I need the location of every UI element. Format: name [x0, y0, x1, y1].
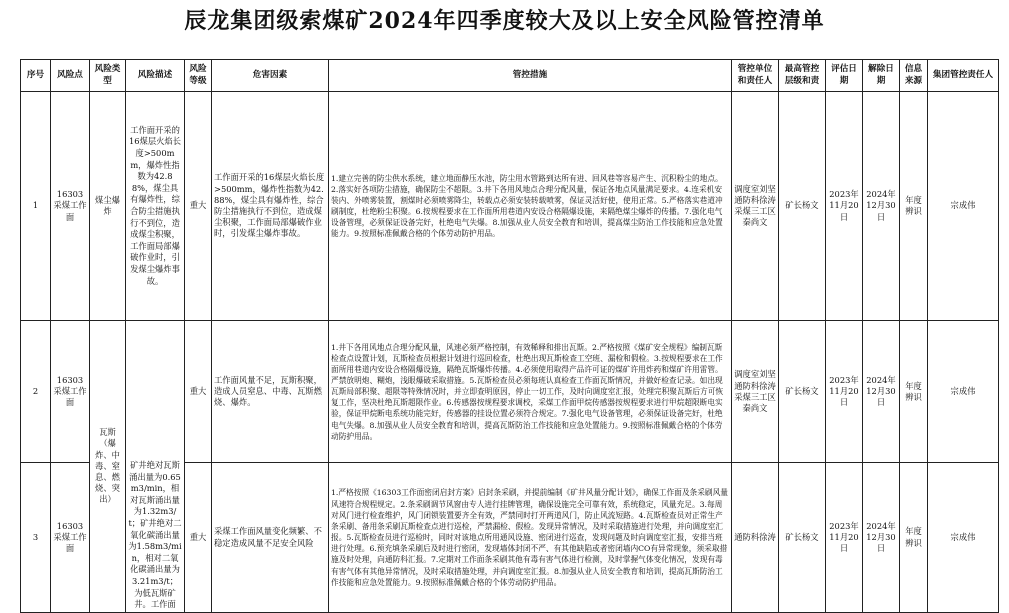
header-cell: 评估日期	[826, 60, 863, 92]
risk-description-text: 矿井绝对瓦斯涌出量为0.65m3/min，相对瓦斯涌出量为1.32m3/t；矿井绝对二氧化碳涌出量为1.58m3/min，相对二氧化碳涌出量为3.21m3/t；为低瓦斯矿井。工作面	[128, 460, 182, 610]
header-row	[21, 60, 999, 92]
control-measures: 1.建立完善的防尘供水系统，建立地面静压水池，防尘用水管路到达所有进、回风巷等容易产生、沉积粉尘的地点。2.落实好各项防尘措施，确保防尘不超限。3.井下各用风地点合理分配风量，保证各地点风量满足要求。4.连采机安装内、外喷雾装置，割煤时必须喷雾降尘，转载点必须安装转载喷雾，保证灵活好使，使用正常。5.严格落实巷道冲刷制度，杜绝粉尘积聚。6.按规程要求在工作面所用巷道内安设合格隔爆设施，来隔绝煤尘爆炸的传播。7.强化电气设备管理，必须保证设备完好，杜绝电气失爆。8.加强从业人员安全教育和培训，提高煤尘防治工作技能和应急处置能力。9.按照标准佩戴合格的个体劳动防护用品。	[329, 92, 732, 321]
risk-point: 16303采煤工作面	[51, 321, 90, 463]
header-cell: 管控措施	[329, 60, 732, 92]
control-unit: 调度室刘坚 通防科徐涛 采煤三工区秦尚文	[732, 321, 779, 463]
header-cell: 管控单位和责任人	[732, 60, 779, 92]
page-title: 辰龙集团级索煤矿2024年四季度较大及以上安全风险管控清单	[184, 8, 825, 34]
header-cell: 风险等级	[185, 60, 212, 92]
row-number: 1	[21, 92, 51, 321]
hazard-factors: 工作面开采的16煤层火焰长度>500mm，爆炸性指数为42.88%，煤尘具有爆炸性，综合防尘措施执行不到位，造成煤尘积聚，工作面局部爆破作业时，引发煤尘爆炸事故。	[212, 92, 329, 321]
header-cell: 风险描述	[126, 60, 185, 92]
info-source: 年度辨识	[900, 321, 928, 463]
risk-description: 工作面开采的16煤层火焰长度>500mm，爆炸性指数为42.88%，煤尘具有爆炸性，综合防尘措施执行不到位，造成煤尘积聚，工作面局部爆破作业时，引发煤尘爆炸事故。	[126, 92, 185, 321]
header-cell: 解除日期	[863, 60, 900, 92]
control-measures: 1.井下各用风地点合理分配风量，风速必须严格控制，有效稀释和排出瓦斯。2.严格按照《煤矿安全规程》编制瓦斯检查点设置计划，瓦斯检查员根据计划进行巡回检查，杜绝出现瓦斯检查工空班、漏检和假检。3.按规程要求在工作面所用巷道内安设合格隔爆设施，隔绝瓦斯爆炸传播。4.必须使用取得产品许可证的煤矿许用炸药和煤矿许用雷管。严禁放明炮、糊炮，浅眼爆破采取措施。5.瓦斯检查员必须每班认真检查工作面瓦斯情况，并做好检查记录。如出现瓦斯局部积聚、超限等特殊情况时，并立即查明原因，停止一切工作，及时向调度室汇报，处理完积聚瓦斯后方可恢复工作，坚决杜绝瓦斯超限作业。6.传感器按规程要求调校，采煤工作面甲烷传感器按规程要求进行甲烷超限断电实验，保证甲烷断电系统功能完好，传感器的挂设位置必须符合规定。7.强化电气设备管理，必须保证设备完好，杜绝电气失爆。8.加强从业人员安全教育和培训，提高瓦斯防治工作技能和应急处置能力。9.按照标准佩戴合格的个体劳动防护用品。	[329, 321, 732, 463]
evaluation-date: 2023年11月20日	[826, 463, 863, 613]
header-cell: 最高管控层级和责	[779, 60, 826, 92]
top-level-owner: 矿长杨文	[779, 92, 826, 321]
table-row	[21, 321, 999, 463]
row-number: 2	[21, 321, 51, 463]
group-owner: 宗成伟	[928, 321, 999, 463]
risk-level: 重大	[185, 92, 212, 321]
risk-table	[20, 59, 999, 613]
evaluation-date: 2023年11月20日	[826, 321, 863, 463]
control-unit: 调度室刘坚 通防科徐涛 采煤三工区秦尚文	[732, 92, 779, 321]
header-cell: 集团管控责任人	[928, 60, 999, 92]
risk-type: 瓦斯（爆炸、中毒、窒息、燃烧、突出）	[90, 321, 126, 613]
header-cell: 信息来源	[900, 60, 928, 92]
header-cell: 危害因素	[212, 60, 329, 92]
info-source: 年度辨识	[900, 463, 928, 613]
evaluation-date: 2023年11月20日	[826, 92, 863, 321]
info-source: 年度辨识	[900, 92, 928, 321]
risk-type: 煤尘爆炸	[90, 92, 126, 321]
table-row	[21, 92, 999, 321]
risk-level: 重大	[185, 321, 212, 463]
header-cell: 风险类型	[90, 60, 126, 92]
group-owner: 宗成伟	[928, 92, 999, 321]
control-measures: 1.严格按照《16303工作面密闭启封方案》启封条采刷，并提前编制《矿井风量分配计划》，确保工作面及条采刷风量风速符合规程规定。2.条采刷调节风窗由专人进行挂牌管理，确保设施完全可靠有效，系统稳定，风量充足。3.每周对风门进行检查维护，风门闭锁装置要齐全有效，严禁同时打开两道风门，防止风流短路。4.瓦斯检查员对正常生产条采刷、备用条采刷瓦斯检查点进行巡检，严禁漏检、假检。发现异常情况，及时采取措施进行处理，并向调度室汇报。5.瓦斯检查员进行巡检时，同时对该地点所用通风设施、密闭进行巡查，发现问题及时向调度室汇报，安排当班进行处理。6.预充填条采刷后及时进行密闭，发现墙体封闭不严、有其他缺陷或者密闭墙内CO有异常现象，须采取措施及时处理，向通防科汇报。7.定期对工作面条采刷其他有毒有害气体进行检测，及时掌握气体变化情况，发现有毒有害气体有其他异常情况，及时采取措施处理，并向调度室汇报。8.加强从业人员安全教育和培训，提高瓦斯防治工作技能和应急处置能力。9.按照标准佩戴合格的个体劳动防护用品。	[329, 463, 732, 613]
top-level-owner: 矿长杨文	[779, 321, 826, 463]
top-level-owner: 矿长杨文	[779, 463, 826, 613]
header-cell: 风险点	[51, 60, 90, 92]
risk-point: 16303采煤工作面	[51, 92, 90, 321]
risk-level: 重大	[185, 463, 212, 613]
hazard-factors: 工作面风量不足，瓦斯积聚，造成人员窒息、中毒、瓦斯燃烧、爆炸。	[212, 321, 329, 463]
control-unit: 通防科徐涛	[732, 463, 779, 613]
risk-point: 16303采煤工作面	[51, 463, 90, 613]
release-date: 2024年12月30日	[863, 321, 900, 463]
row-number: 3	[21, 463, 51, 613]
release-date: 2024年12月30日	[863, 463, 900, 613]
group-owner: 宗成伟	[928, 463, 999, 613]
header-cell: 序号	[21, 60, 51, 92]
hazard-factors: 采煤工作面风量变化频繁、不稳定造成风量不足安全风险	[212, 463, 329, 613]
risk-description	[126, 321, 185, 613]
release-date: 2024年12月30日	[863, 92, 900, 321]
